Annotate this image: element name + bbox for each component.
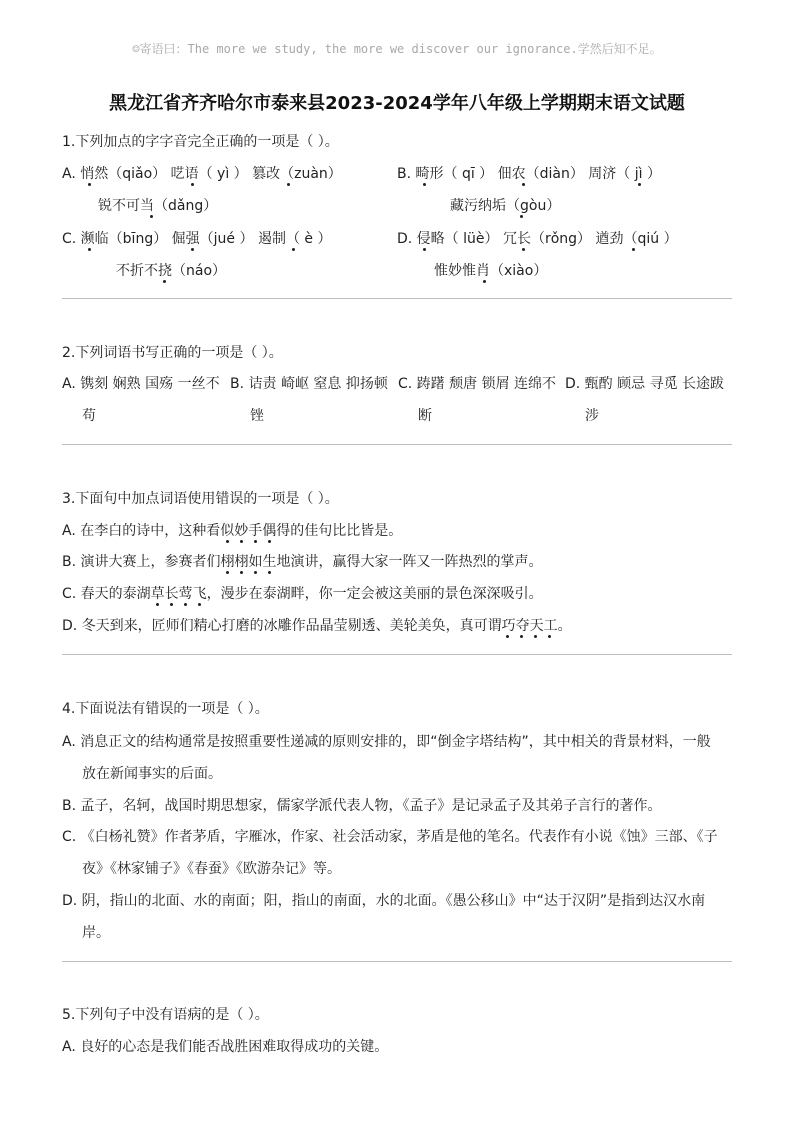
q2-option-d: D. 甄酌 顾忌 寻觅 长途跋 [565, 376, 725, 392]
q4-option-b: B. 孟子，名轲，战国时期思想家，儒家学派代表人物，《孟子》是记录孟子及其弟子言行的著作。 [62, 798, 662, 814]
divider [62, 298, 732, 299]
q1-option-c: C. 濒临（bīng） 倔强（jué ） 遏制（ è ） [62, 231, 332, 247]
emphasis-dot [423, 248, 453, 252]
q3-option-d: D. 冬天到来，匠师们精心打磨的冰雕作品晶莹剔透、美轮美奂，真可谓巧夺天工。 [62, 618, 572, 634]
q1-option-b-cont: 藏污纳垢（gòu） [450, 198, 561, 214]
emphasis-dot [191, 183, 221, 187]
emphasis-dot [268, 540, 298, 544]
q2-option-b-cont: 锉 [250, 408, 264, 424]
emphasis-dot [240, 540, 270, 544]
emphasis-dot [534, 635, 564, 639]
motto-banner: ☺寄语曰：The more we study, the more we discover our ignorance.学然后知不足。 [132, 42, 662, 56]
q3-option-a: A. 在李白的诗中，这种看似妙手偶得的佳句比比皆是。 [62, 523, 403, 539]
emphasis-dot [522, 183, 552, 187]
q3-option-c: C. 春天的泰湖草长莺飞，漫步在泰湖畔，你一定会被这美丽的景色深深吸引。 [62, 586, 543, 602]
q4-option-d: D. 阴，指山的北面、水的南面；阳，指山的南面，水的北面。《愚公移山》中“达于汉阴”是指到达汉水南 [62, 893, 706, 909]
q2-option-c: C. 踌躇 颓唐 锁屑 连绵不 [398, 376, 557, 392]
q1-option-c-cont: 不折不挠（náo） [116, 263, 227, 279]
emphasis-dot [163, 280, 193, 284]
emphasis-dot [191, 248, 221, 252]
emphasis-dot [292, 248, 322, 252]
q5-option-a: A. 良好的心态是我们能否战胜困难取得成功的关键。 [62, 1039, 389, 1055]
emphasis-dot [522, 248, 552, 252]
q4-option-c-cont: 夜》《林家铺子》《春蚕》《欧游杂记》等。 [82, 861, 341, 877]
question-5-stem: 5.下列句子中没有语病的是（ ）。 [62, 1007, 269, 1023]
emphasis-dot [254, 540, 284, 544]
divider [62, 654, 732, 655]
exam-title: 黑龙江省齐齐哈尔市泰来县2023-2024学年八年级上学期期末语文试题 [109, 93, 685, 114]
emphasis-dot [520, 635, 550, 639]
divider [62, 961, 732, 962]
emphasis-dot [520, 215, 550, 219]
emphasis-dot [198, 603, 228, 607]
emphasis-dot [506, 635, 536, 639]
emphasis-dot [184, 603, 214, 607]
q1-option-a: A. 悄然（qiǎo） 呓语（ yì ） 篡改（zuàn） [62, 166, 342, 182]
emphasis-dot [423, 183, 453, 187]
question-3-stem: 3.下面句中加点词语使用错误的一项是（ ）。 [62, 491, 339, 507]
emphasis-dot [632, 248, 662, 252]
q2-option-c-cont: 断 [418, 408, 432, 424]
q4-option-c: C. 《白杨礼赞》作者茅盾，字雁冰，作家、社会活动家，茅盾是他的笔名。代表作有小说《蚀》三部、《子 [62, 829, 718, 845]
q3-option-b: B. 演讲大赛上，参赛者们栩栩如生地演讲，赢得大家一阵又一阵热烈的掌声。 [62, 554, 543, 570]
emphasis-dot [483, 280, 513, 284]
emphasis-dot [240, 571, 270, 575]
emphasis-dot [548, 635, 578, 639]
question-2-stem: 2.下列词语书写正确的一项是（ ）。 [62, 345, 283, 361]
q4-option-d-cont: 岸。 [82, 925, 110, 941]
emphasis-dot [254, 571, 284, 575]
q4-option-a-cont: 放在新闻事实的后面。 [82, 766, 222, 782]
q1-option-b: B. 畸形（ qī ） 佃农（diàn） 周济（ jì ） [397, 166, 661, 182]
q2-option-a: A. 镌刻 娴熟 国殇 一丝不 [62, 376, 220, 392]
emphasis-dot [268, 571, 298, 575]
emphasis-dot [88, 248, 118, 252]
emphasis-dot [287, 183, 317, 187]
emphasis-dot [226, 540, 256, 544]
q1-option-a-cont: 锐不可当（dǎng） [98, 198, 218, 214]
question-4-stem: 4.下面说法有错误的一项是（ ）。 [62, 701, 269, 717]
emphasis-dot [156, 603, 186, 607]
q4-option-a: A. 消息正文的结构通常是按照重要性递减的原则安排的，即“倒金字塔结构”，其中相关的背景材料，一般 [62, 734, 711, 750]
emphasis-dot [170, 603, 200, 607]
q2-option-d-cont: 涉 [585, 408, 599, 424]
emphasis-dot [638, 183, 668, 187]
q1-option-d-cont: 惟妙惟肖（xiào） [434, 263, 548, 279]
question-1-stem: 1.下列加点的字字音完全正确的一项是（ ）。 [62, 134, 339, 150]
q2-option-a-cont: 苟 [82, 408, 96, 424]
q2-option-b: B. 诘责 崎岖 窒息 抑扬顿 [230, 376, 388, 392]
q1-option-d: D. 侵略（ lüè） 冗长（rǒng） 遒劲（qiú ） [397, 231, 678, 247]
divider [62, 444, 732, 445]
emphasis-dot [226, 571, 256, 575]
emphasis-dot [88, 183, 118, 187]
emphasis-dot [150, 215, 180, 219]
